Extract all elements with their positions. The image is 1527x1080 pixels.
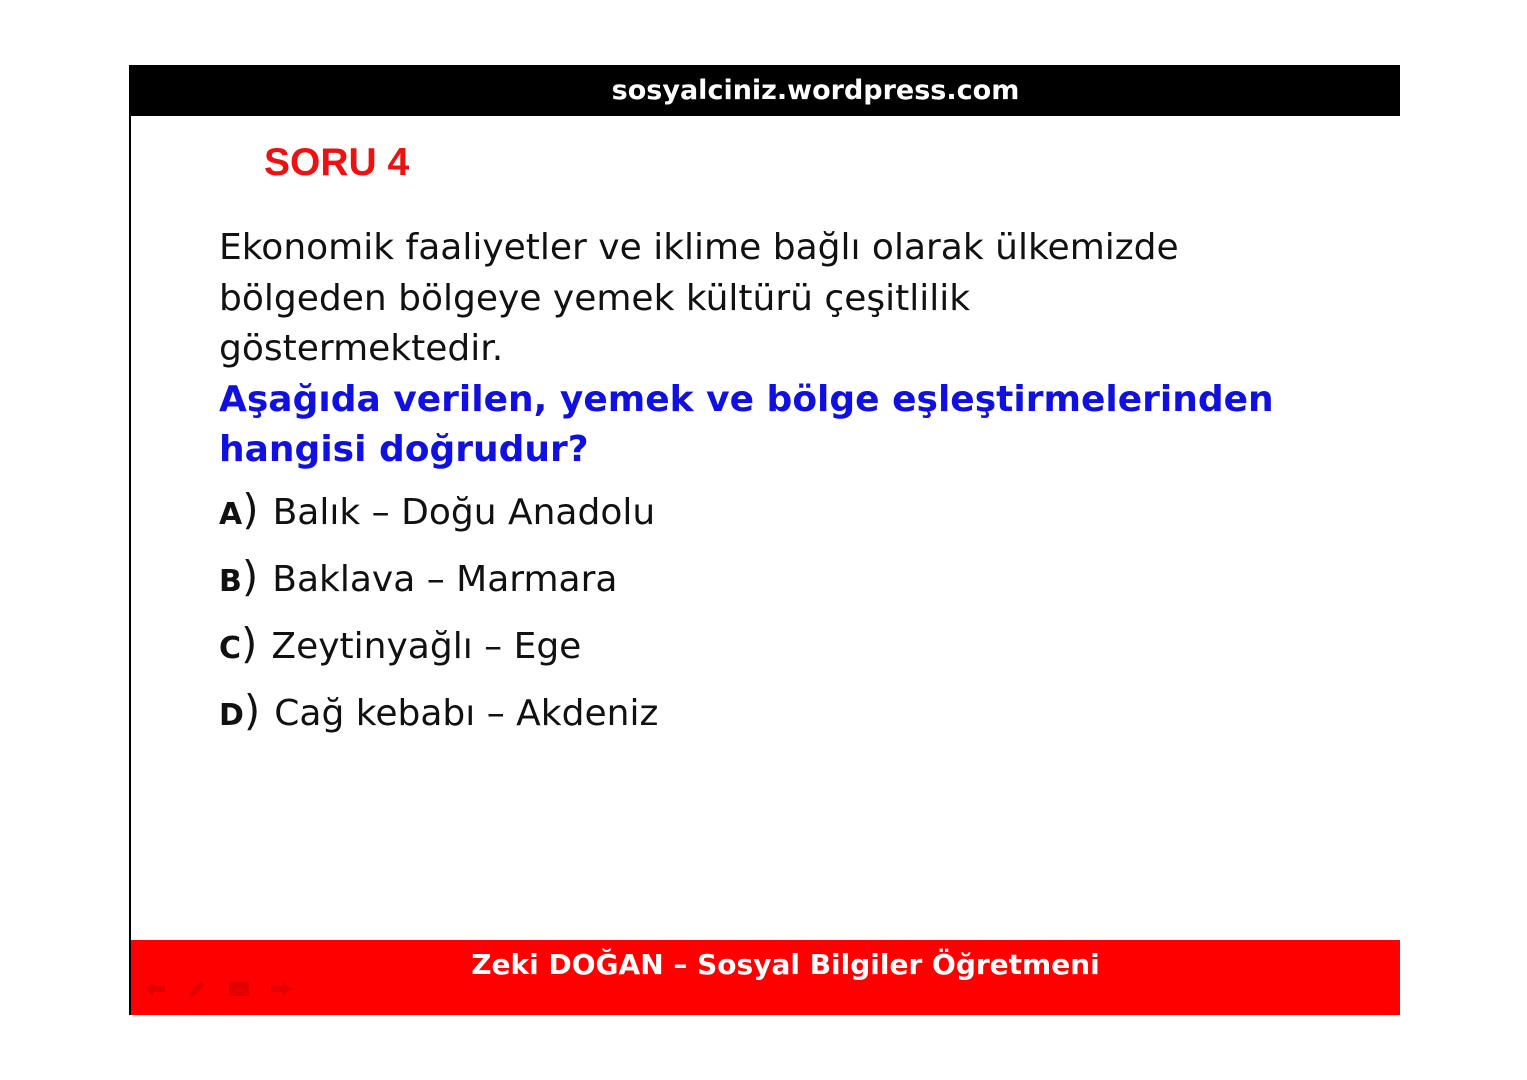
site-name: sosyalciniz.wordpress.com — [611, 75, 1020, 106]
arrow-left-icon[interactable] — [141, 978, 169, 1000]
question-prompt: Aşağıda verilen, yemek ve bölge eşleştirmelerinden hangisi doğrudur? — [219, 378, 1274, 470]
pen-icon[interactable] — [183, 978, 211, 1000]
question-intro: Ekonomik faaliyetler ve iklime bağlı olarak ülkemizde bölgeden bölgeye yemek kültürü çeşitlilik göstermektedir. — [219, 227, 1179, 369]
option-b — [219, 552, 1119, 619]
presentation-slide — [129, 65, 1398, 1015]
option-paren: ) — [242, 485, 259, 534]
option-d — [219, 686, 1119, 753]
option-text: Baklava – Marmara — [272, 559, 618, 600]
option-text: Cağ kebabı – Akdeniz — [274, 693, 659, 734]
option-text: Zeytinyağlı – Ege — [271, 626, 582, 667]
option-letter: C — [219, 631, 242, 666]
option-paren: ) — [243, 686, 261, 735]
question-stem — [219, 223, 1299, 476]
slide-header-bar — [131, 65, 1400, 116]
slideshow-nav-controls — [141, 978, 295, 1000]
author-credit: Zeki DOĞAN – Sosyal Bilgiler Öğretmeni — [471, 948, 1100, 981]
option-paren: ) — [241, 552, 259, 601]
option-letter: D — [219, 698, 244, 733]
option-a — [219, 485, 1119, 552]
option-text: Balık – Doğu Anadolu — [272, 492, 656, 533]
option-letter: A — [219, 497, 243, 532]
arrow-right-icon[interactable] — [267, 978, 295, 1000]
option-letter: B — [219, 564, 242, 599]
slide-menu-icon[interactable] — [225, 978, 253, 1000]
answer-options — [219, 485, 1119, 753]
slide-footer-bar — [131, 940, 1400, 1015]
question-number: SORU 4 — [264, 141, 410, 184]
option-paren: ) — [241, 619, 258, 668]
option-c — [219, 619, 1119, 686]
